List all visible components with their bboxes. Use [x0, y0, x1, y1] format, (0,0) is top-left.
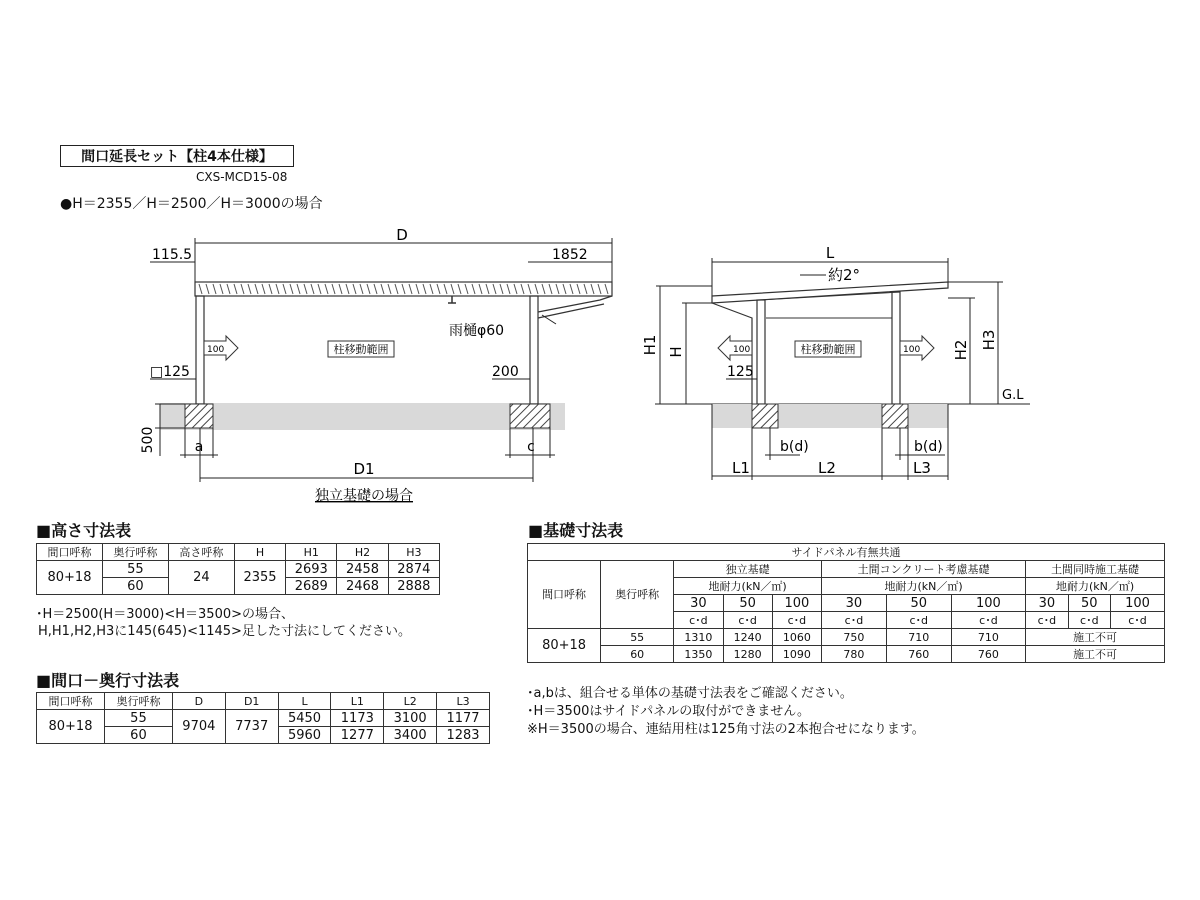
truss-tick — [430, 284, 433, 294]
label-l3: L3 — [913, 459, 931, 477]
not-possible-cell: 施工不可 — [1026, 646, 1165, 663]
truss-tick — [437, 284, 440, 294]
value-cell: 750 — [822, 629, 887, 646]
truss-tick — [542, 284, 545, 294]
truss-tick — [486, 284, 489, 294]
h-cell: 2355 — [234, 561, 285, 595]
truss-tick — [332, 284, 335, 294]
bearing-value-cell: 30 — [822, 595, 887, 612]
table-row — [528, 629, 1165, 646]
label-range-right: 柱移動範囲 — [800, 343, 856, 356]
front-right-foundation — [882, 404, 908, 428]
bearing-header-cell: 地耐力(kN／㎡) — [1026, 578, 1165, 595]
l-cell: 5450 — [278, 710, 331, 727]
height-table — [36, 543, 440, 595]
d1-cell: 7737 — [225, 710, 278, 744]
h1-cell: 2689 — [286, 578, 337, 595]
l1-cell: 1173 — [331, 710, 384, 727]
truss-tick — [570, 284, 573, 294]
truss-tick — [535, 284, 538, 294]
label-bd-2: b(d) — [914, 439, 943, 455]
truss-tick — [234, 284, 237, 294]
bearing-value-cell: 100 — [772, 595, 821, 612]
h3-cell: 2874 — [388, 561, 439, 578]
foundation-table-heading: ■基礎寸法表 — [528, 521, 624, 540]
bearing-value-cell: 50 — [1068, 595, 1110, 612]
header-cell: H1 — [286, 544, 337, 561]
truss-tick — [514, 284, 517, 294]
diagram-caption: 独立基礎の場合 — [315, 488, 413, 504]
header-cell: 奥行呼称 — [104, 693, 172, 710]
label-200: 200 — [492, 364, 519, 380]
truss-tick — [290, 284, 293, 294]
label-arrow-right: 100 — [903, 345, 921, 355]
value-cell: 780 — [822, 646, 887, 663]
truss-tick — [458, 284, 461, 294]
header-cell: 高さ呼称 — [168, 544, 234, 561]
table-row — [37, 710, 490, 727]
label-arrow-left: 100 — [733, 345, 751, 355]
label-gutter: 雨樋φ60 — [449, 323, 505, 339]
truss-tick — [521, 284, 524, 294]
header-cell: 奥行呼称 — [102, 544, 168, 561]
header-cell: L3 — [437, 693, 490, 710]
truss-tick — [297, 284, 300, 294]
bearing-value-cell: 50 — [723, 595, 772, 612]
foundation-note-2: ･H＝3500はサイドパネルの取付ができません。 — [527, 704, 810, 719]
cd-cell: c･d — [1068, 612, 1110, 629]
height-table-heading: ■高さ寸法表 — [36, 521, 132, 540]
header-cell: H2 — [337, 544, 388, 561]
table-row — [37, 561, 440, 578]
d-cell: 9704 — [172, 710, 225, 744]
truss-tick — [206, 284, 209, 294]
label-bd-1: b(d) — [780, 439, 809, 455]
not-possible-cell: 施工不可 — [1026, 629, 1165, 646]
depth-cell: 55 — [102, 561, 168, 578]
front-left-foundation — [752, 404, 778, 428]
cd-cell: c･d — [1111, 612, 1165, 629]
truss-tick — [374, 284, 377, 294]
foundation-note-1: ･a,bは、組合せる単体の基礎寸法表をご確認ください。 — [527, 686, 853, 701]
header-cell: 間口呼称 — [37, 544, 103, 561]
truss-tick — [255, 284, 258, 294]
table-row — [528, 646, 1165, 663]
left-post — [196, 296, 204, 404]
frontage-cell: 80+18 — [528, 629, 601, 663]
truss-tick — [213, 284, 216, 294]
label-h3: H3 — [980, 329, 998, 351]
foundation-note-3: ※H＝3500の場合、連結用柱は125角寸法の2本抱合せになります。 — [527, 722, 925, 737]
right-foundation — [510, 404, 550, 428]
frontage-header-cell: 間口呼称 — [528, 561, 601, 629]
cd-cell: c･d — [772, 612, 821, 629]
roof-truss-ticks — [199, 284, 608, 294]
truss-tick — [283, 284, 286, 294]
value-cell: 1310 — [674, 629, 723, 646]
value-cell: 710 — [951, 629, 1025, 646]
header-cell: L — [278, 693, 331, 710]
truss-tick — [311, 284, 314, 294]
label-l: L — [825, 244, 835, 262]
truss-tick — [262, 284, 265, 294]
label-115-5: 115.5 — [152, 247, 193, 263]
label-gl: G.L — [1002, 388, 1024, 403]
height-name-cell: 24 — [168, 561, 234, 595]
h2-cell: 2468 — [337, 578, 388, 595]
label-1852: 1852 — [552, 247, 588, 263]
cd-cell: c･d — [951, 612, 1025, 629]
bearing-header-cell: 地耐力(kN／㎡) — [822, 578, 1026, 595]
truss-tick — [528, 284, 531, 294]
cd-cell: c･d — [886, 612, 951, 629]
truss-tick — [409, 284, 412, 294]
bearing-value-cell: 30 — [1026, 595, 1068, 612]
l3-cell: 1177 — [437, 710, 490, 727]
truss-tick — [556, 284, 559, 294]
depth-header-cell: 奥行呼称 — [601, 561, 674, 629]
label-h: H — [667, 346, 685, 358]
frontage-cell: 80+18 — [37, 561, 103, 595]
label-slope: 約2° — [828, 266, 861, 284]
h3-cell: 2888 — [388, 578, 439, 595]
l-cell: 5960 — [278, 727, 331, 744]
front-right-post — [892, 292, 900, 404]
depth-cell: 60 — [601, 646, 674, 663]
cd-cell: c･d — [674, 612, 723, 629]
truss-tick — [346, 284, 349, 294]
truss-tick — [577, 284, 580, 294]
bearing-value-cell: 100 — [1111, 595, 1165, 612]
bearing-header-cell: 地耐力(kN／㎡) — [674, 578, 822, 595]
value-cell: 1060 — [772, 629, 821, 646]
truss-tick — [493, 284, 496, 294]
width-depth-table — [36, 692, 490, 744]
l2-cell: 3400 — [384, 727, 437, 744]
truss-tick — [269, 284, 272, 294]
h2-cell: 2458 — [337, 561, 388, 578]
truss-tick — [388, 284, 391, 294]
height-note-2: H,H1,H2,H3に145(645)<1145>足した寸法にしてください。 — [38, 624, 411, 639]
label-c: c — [527, 439, 535, 455]
label-l1: L1 — [732, 459, 750, 477]
truss-tick — [402, 284, 405, 294]
truss-tick — [500, 284, 503, 294]
group-header-cell: 土間コンクリート考慮基礎 — [822, 561, 1026, 578]
ground-band — [160, 403, 565, 430]
truss-tick — [353, 284, 356, 294]
left-foundation — [185, 404, 213, 428]
depth-cell: 60 — [104, 727, 172, 744]
truss-tick — [507, 284, 510, 294]
header-cell: H3 — [388, 544, 439, 561]
bearing-value-cell: 30 — [674, 595, 723, 612]
truss-tick — [444, 284, 447, 294]
label-range-left: 柱移動範囲 — [333, 343, 389, 356]
value-cell: 1240 — [723, 629, 772, 646]
label-post-square: □125 — [150, 364, 190, 380]
bearing-value-cell: 100 — [951, 595, 1025, 612]
value-cell: 710 — [886, 629, 951, 646]
truss-tick — [549, 284, 552, 294]
label-a: a — [194, 439, 204, 455]
width-table-heading: ■間口－奥行寸法表 — [36, 671, 180, 690]
truss-tick — [241, 284, 244, 294]
cd-cell: c･d — [723, 612, 772, 629]
truss-tick — [423, 284, 426, 294]
page-title: 間口延長セット【柱4本仕様】 — [60, 145, 294, 167]
label-500: 500 — [140, 426, 156, 454]
value-cell: 760 — [886, 646, 951, 663]
label-d: D — [396, 226, 408, 244]
group-header-cell: 土間同時施工基礎 — [1026, 561, 1165, 578]
cd-cell: c･d — [822, 612, 887, 629]
truss-tick — [304, 284, 307, 294]
l1-cell: 1277 — [331, 727, 384, 744]
front-roof — [712, 282, 948, 303]
truss-tick — [339, 284, 342, 294]
depth-cell: 55 — [104, 710, 172, 727]
value-cell: 1090 — [772, 646, 821, 663]
truss-tick — [416, 284, 419, 294]
truss-tick — [479, 284, 482, 294]
group-header-cell: 独立基礎 — [674, 561, 822, 578]
header-cell: D1 — [225, 693, 278, 710]
header-cell: 間口呼称 — [37, 693, 105, 710]
top-header-cell: サイドパネル有無共通 — [528, 544, 1165, 561]
truss-tick — [318, 284, 321, 294]
cd-cell: c･d — [1026, 612, 1068, 629]
truss-tick — [395, 284, 398, 294]
label-l2: L2 — [818, 459, 836, 477]
truss-tick — [220, 284, 223, 294]
label-arrow-100: 100 — [207, 345, 225, 355]
truss-tick — [360, 284, 363, 294]
truss-tick — [276, 284, 279, 294]
depth-cell: 55 — [601, 629, 674, 646]
truss-tick — [325, 284, 328, 294]
header-cell: D — [172, 693, 225, 710]
truss-tick — [227, 284, 230, 294]
header-cell: L1 — [331, 693, 384, 710]
front-ground-band — [712, 404, 948, 428]
label-d1: D1 — [353, 460, 375, 478]
value-cell: 1350 — [674, 646, 723, 663]
truss-tick — [605, 284, 608, 294]
depth-cell: 60 — [102, 578, 168, 595]
label-h1: H1 — [641, 334, 659, 356]
value-cell: 1280 — [723, 646, 772, 663]
height-note-1: ･H＝2500(H＝3000)<H＝3500>の場合、 — [36, 607, 295, 622]
header-cell: H — [234, 544, 285, 561]
truss-tick — [465, 284, 468, 294]
truss-tick — [472, 284, 475, 294]
foundation-table — [527, 543, 1165, 663]
model-number: CXS-MCD15-08 — [196, 170, 288, 184]
truss-tick — [451, 284, 454, 294]
h1-cell: 2693 — [286, 561, 337, 578]
bearing-value-cell: 50 — [886, 595, 951, 612]
label-125: 125 — [727, 364, 754, 380]
header-cell: L2 — [384, 693, 437, 710]
l3-cell: 1283 — [437, 727, 490, 744]
front-left-post — [757, 300, 765, 404]
truss-tick — [563, 284, 566, 294]
l2-cell: 3100 — [384, 710, 437, 727]
case-note: ●H＝2355／H＝2500／H＝3000の場合 — [60, 196, 323, 212]
truss-tick — [199, 284, 202, 294]
truss-tick — [591, 284, 594, 294]
truss-tick — [584, 284, 587, 294]
label-h2: H2 — [952, 339, 970, 361]
truss-tick — [248, 284, 251, 294]
truss-tick — [381, 284, 384, 294]
truss-tick — [598, 284, 601, 294]
value-cell: 760 — [951, 646, 1025, 663]
right-post — [530, 296, 538, 404]
truss-tick — [367, 284, 370, 294]
frontage-cell: 80+18 — [37, 710, 105, 744]
